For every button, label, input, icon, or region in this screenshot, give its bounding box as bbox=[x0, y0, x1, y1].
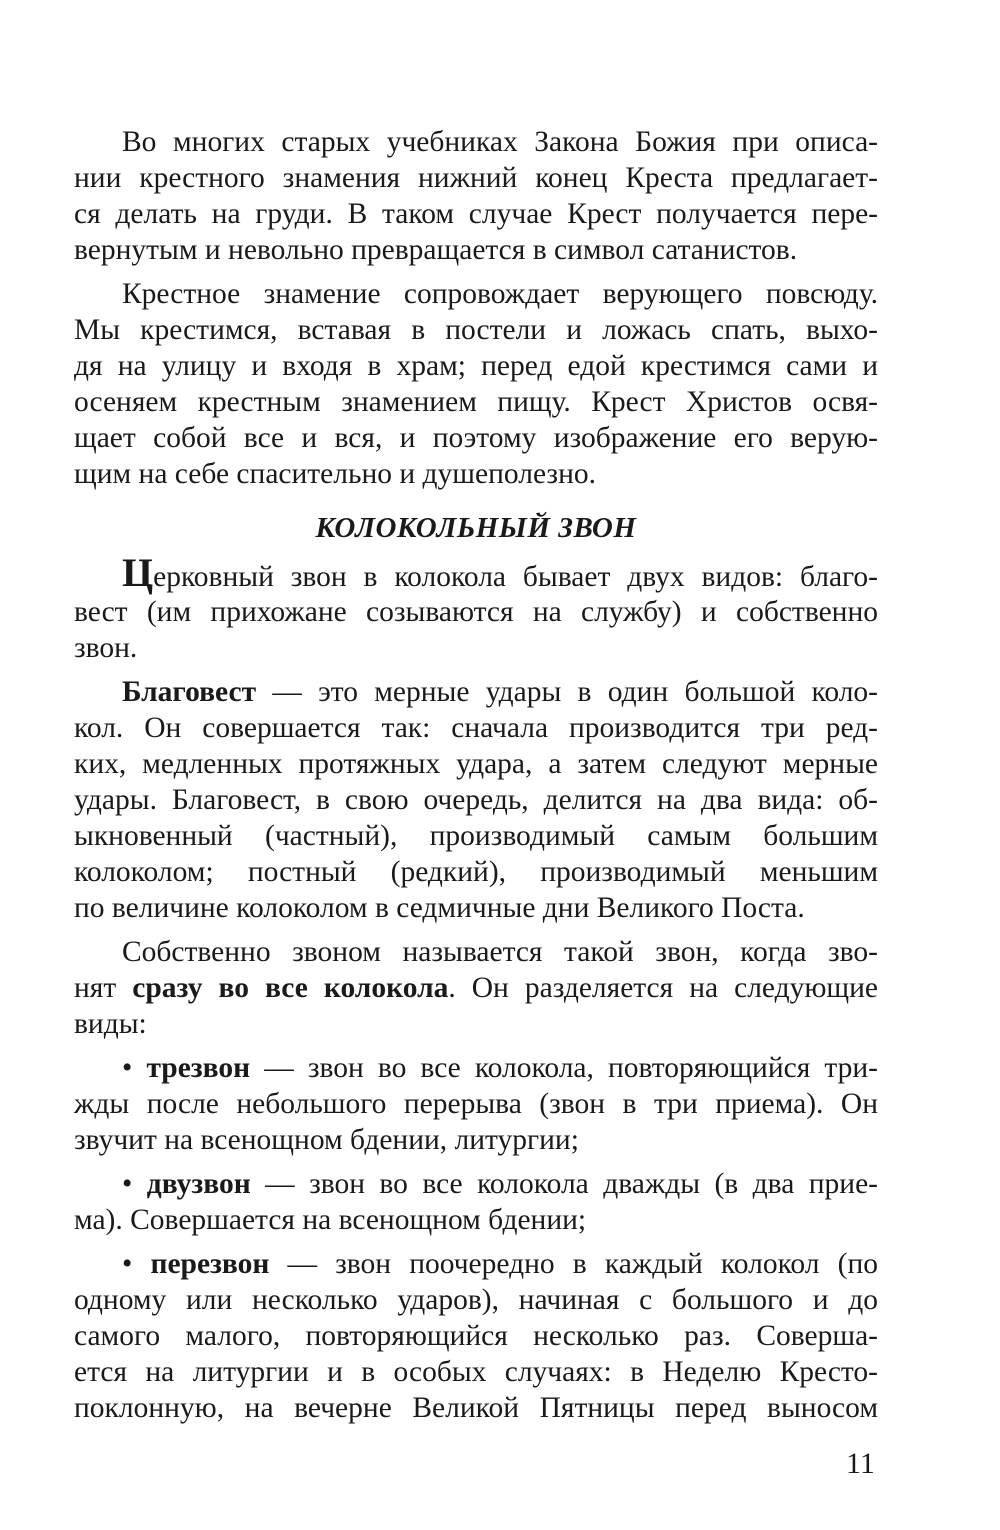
text-line: ыкновенный (частный), производимый самым большим bbox=[74, 820, 878, 852]
text-line: Собственно звоном называется такой звон, когда зво- bbox=[122, 936, 878, 968]
text-line: ся делать на груди. В таком случае Крест получается пере- bbox=[74, 198, 878, 230]
text-span: — звон во все колокола, повторяющийся три- bbox=[250, 1052, 879, 1084]
drop-cap: Ц bbox=[122, 550, 154, 595]
text-line: щим на себе спасительно и душеполезно. bbox=[74, 458, 596, 490]
text-line: нии крестного знамения нижний конец Креста предлагает- bbox=[74, 162, 878, 194]
text-line: поклонную, на вечерне Великой Пятницы перед выносом bbox=[74, 1392, 878, 1424]
text-line: звучит на всенощном бдении, литургии; bbox=[74, 1124, 579, 1156]
text-line: виды: bbox=[74, 1008, 147, 1040]
text-line: одному или несколько ударов), начиная с большого и до bbox=[74, 1284, 878, 1316]
paragraph-bell-ringing-types bbox=[74, 550, 878, 666]
text-line: ется на литургии и в особых случаях: в Неделю Кресто- bbox=[74, 1356, 878, 1388]
text-span: нят bbox=[74, 972, 133, 1004]
bullet-marker: • bbox=[122, 1168, 147, 1200]
text-line: колоколом; постный (редкий), производимый меньшим bbox=[74, 856, 878, 888]
text-line: звон. bbox=[74, 632, 138, 664]
text-line: щает собой все и вся, и поэтому изображение его верую- bbox=[74, 422, 878, 454]
section-heading: КОЛОКОЛЬНЫЙ ЗВОН bbox=[315, 512, 637, 544]
text-line: Мы крестимся, вставая в постели и ложась спать, выхо- bbox=[74, 314, 878, 346]
bullet-marker: • bbox=[122, 1248, 151, 1280]
text-line bbox=[74, 1050, 878, 1086]
text-line: ма). Совершается на всенощном бдении; bbox=[74, 1204, 587, 1236]
text-line: жды после небольшого перерыва (звон в три приема). Он bbox=[74, 1088, 878, 1120]
text-line bbox=[74, 1166, 878, 1202]
text-line: осеняем крестным знамением пищу. Крест Христов освя- bbox=[74, 386, 878, 418]
text-line: самого малого, повторяющийся несколько раз. Соверша- bbox=[74, 1320, 878, 1352]
text-span: ерковный звон в колокола бывает двух видов: благо- bbox=[153, 561, 878, 593]
text-span: . Он разделяется на следующие bbox=[448, 972, 879, 1004]
paragraph-blagovest bbox=[74, 674, 878, 926]
term-bold: перезвон bbox=[150, 1248, 270, 1280]
text-line bbox=[74, 674, 878, 710]
text-line: кол. Он совершается так: сначала производится три ред- bbox=[74, 712, 878, 744]
term-bold: двузвон bbox=[146, 1168, 251, 1200]
text-line: Крестное знамение сопровождает верующего повсюду. bbox=[122, 278, 878, 310]
bullet-perezvon bbox=[74, 1246, 878, 1426]
term-bold: Благовест bbox=[122, 676, 257, 708]
text-line: дя на улицу и входя в храм; перед едой крестимся сами и bbox=[74, 350, 878, 382]
text-line: вернутым и невольно превращается в символ сатанистов. bbox=[74, 234, 798, 266]
paragraph-zvon-proper bbox=[74, 934, 878, 1042]
page-number: 11 bbox=[846, 1447, 875, 1480]
term-bold: трезвон bbox=[146, 1052, 251, 1084]
text-line: удары. Благовест, в свою очередь, делится на два вида: об- bbox=[74, 784, 878, 816]
term-bold: сразу во все колокола bbox=[132, 972, 449, 1004]
text-line bbox=[74, 970, 878, 1006]
paragraph-sign-of-cross-everywhere bbox=[74, 276, 878, 492]
text-span: — звон во все колокола дважды (в два прие- bbox=[250, 1168, 878, 1200]
text-line bbox=[74, 1246, 878, 1282]
text-span: — звон поочередно в каждый колокол (по bbox=[269, 1248, 879, 1280]
text-line bbox=[74, 550, 878, 595]
bullet-marker: • bbox=[122, 1052, 147, 1084]
text-line: ких, медленных протяжных удара, а затем следуют мерные bbox=[74, 748, 878, 780]
text-line: Во многих старых учебниках Закона Божия при описа- bbox=[122, 126, 878, 158]
paragraph-sign-of-cross-inverted bbox=[74, 124, 878, 268]
bullet-trezvon bbox=[74, 1050, 878, 1158]
page-body bbox=[74, 124, 878, 1426]
text-line: вест (им прихожане созываются на службу) и собственно bbox=[74, 596, 878, 628]
text-line: по величине колоколом в седмичные дни Великого Поста. bbox=[74, 892, 805, 924]
bullet-dvuzvon bbox=[74, 1166, 878, 1238]
text-span: — это мерные удары в один большой коло- bbox=[256, 676, 878, 708]
